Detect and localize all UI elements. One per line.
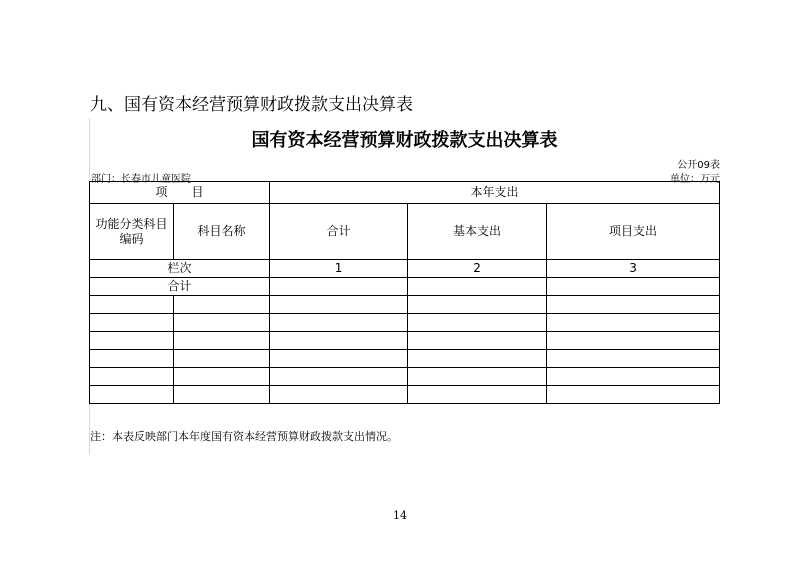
expenditure-table: [89, 181, 720, 404]
header-total: 合计: [270, 204, 408, 260]
table-cell: [547, 278, 720, 296]
header-subject-name: 科目名称: [174, 204, 270, 260]
table-cell: [90, 314, 174, 332]
table-cell: [270, 332, 408, 350]
table-cell: [174, 314, 270, 332]
table-row: [90, 296, 720, 314]
header-project-expenditure: 项目支出: [547, 204, 720, 260]
table-row: [90, 368, 720, 386]
table-cell: [90, 332, 174, 350]
subheader-row: [90, 204, 720, 260]
department-label: 部门：长春市儿童医院: [91, 174, 191, 185]
table-cell: [174, 296, 270, 314]
header-row: [90, 182, 720, 204]
total-row: [90, 278, 720, 296]
table-cell: [547, 350, 720, 368]
table-cell: [174, 332, 270, 350]
table-cell: [90, 386, 174, 404]
column-number-label: 栏次: [90, 260, 270, 278]
table-cell: [547, 386, 720, 404]
table-cell: [408, 386, 547, 404]
table-cell: [90, 350, 174, 368]
header-function-code: 功能分类科目编码: [90, 204, 174, 260]
table-cell: [547, 332, 720, 350]
table-title: 国有资本经营预算财政拨款支出决算表: [251, 130, 558, 151]
table-cell: [270, 278, 408, 296]
table-cell: [270, 350, 408, 368]
table-cell: [270, 386, 408, 404]
table-cell: [408, 350, 547, 368]
table-cell: [270, 296, 408, 314]
table-cell: [408, 314, 547, 332]
column-number-row: [90, 260, 720, 278]
table-cell: [174, 350, 270, 368]
table-cell: [547, 368, 720, 386]
table-cell: [547, 296, 720, 314]
table-row: [90, 350, 720, 368]
table-cell: [90, 296, 174, 314]
column-number-3: 3: [547, 260, 720, 278]
table-cell: [270, 314, 408, 332]
table-note: 注：本表反映部门本年度国有资本经营预算财政拨款支出情况。: [90, 430, 398, 443]
table-row: [90, 386, 720, 404]
total-row-label: 合计: [90, 278, 270, 296]
table-row: [90, 314, 720, 332]
table-cell: [408, 278, 547, 296]
column-number-1: 1: [270, 260, 408, 278]
column-number-2: 2: [408, 260, 547, 278]
table-cell: [408, 368, 547, 386]
header-basic-expenditure: 基本支出: [408, 204, 547, 260]
table-cell: [270, 368, 408, 386]
table-cell: [547, 314, 720, 332]
table-row: [90, 332, 720, 350]
form-code: 公开09表: [677, 160, 720, 171]
section-heading: 九、国有资本经营预算财政拨款支出决算表: [90, 95, 413, 115]
page-number: 14: [393, 509, 407, 522]
unit-label: 单位：万元: [670, 174, 720, 185]
header-current-year-expenditure: 本年支出: [270, 182, 720, 204]
table-cell: [408, 296, 547, 314]
header-item: 项 目: [90, 182, 270, 204]
table-cell: [174, 368, 270, 386]
table-cell: [90, 368, 174, 386]
table-cell: [174, 386, 270, 404]
table-cell: [408, 332, 547, 350]
